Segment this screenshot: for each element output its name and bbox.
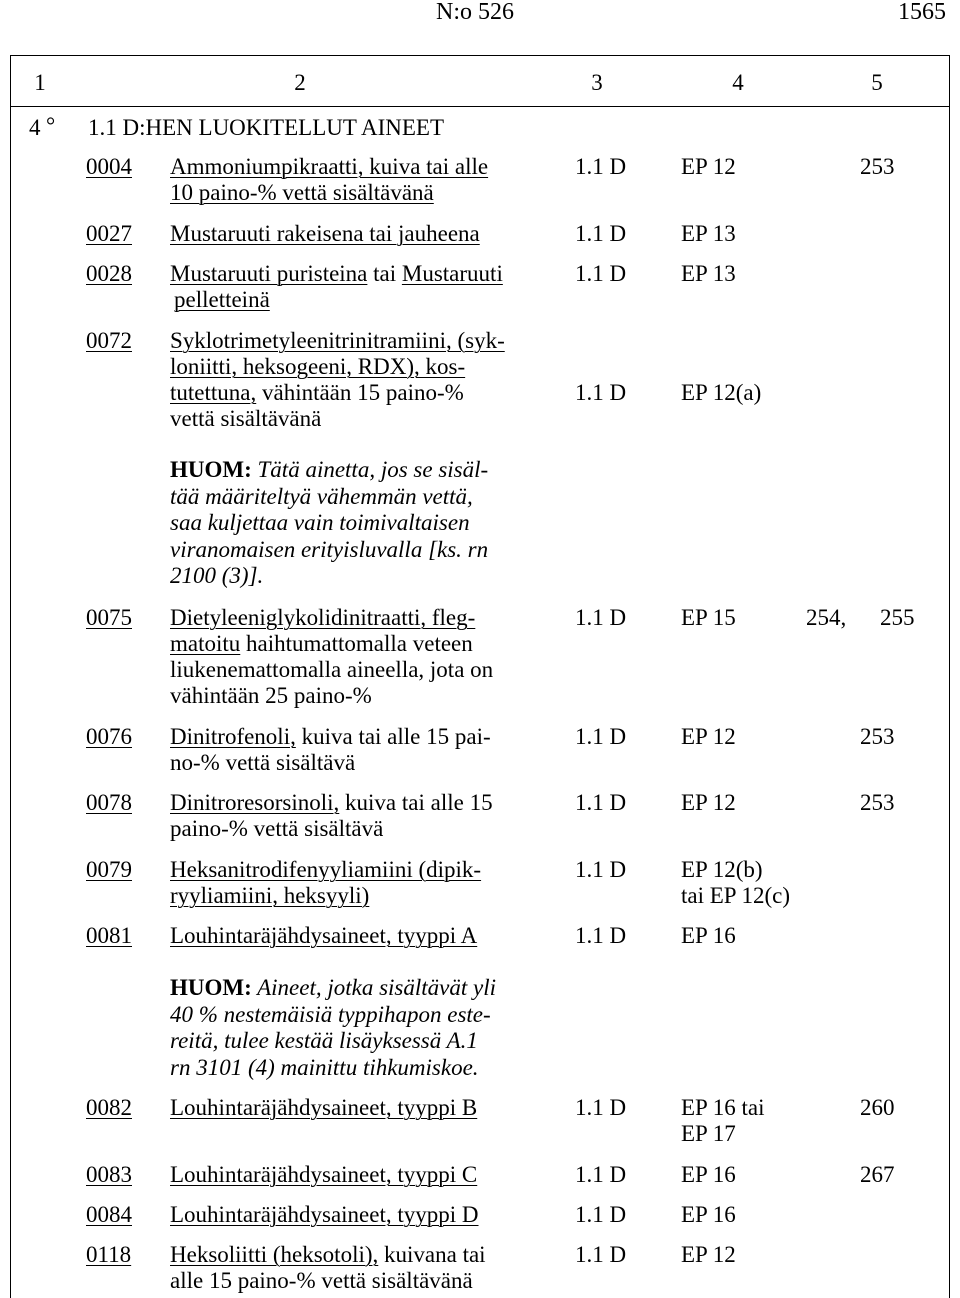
- column-number: 3: [591, 70, 603, 95]
- page-number: 1565: [898, 0, 946, 25]
- substance-name: [170, 923, 477, 949]
- substance-name-line: [170, 406, 505, 432]
- substance-name-line: [170, 261, 503, 287]
- classification-code: 1.1 D: [575, 1162, 627, 1187]
- packing-method-line: EP 12: [681, 1242, 736, 1267]
- substance-name-line: [170, 1095, 477, 1121]
- substance-name-text: no-% vettä sisältävä: [170, 750, 356, 775]
- packing-method-line: EP 16 tai: [681, 1095, 765, 1120]
- entry-0004: [0, 154, 960, 205]
- un-number: 0083: [86, 1162, 132, 1187]
- substance-name-line: [170, 790, 493, 816]
- substance-name: [170, 790, 493, 842]
- packing-method-line: EP 12: [681, 724, 736, 749]
- un-number: 0079: [86, 857, 132, 882]
- substance-name-text: alle 15 paino-% vettä sisältävänä: [170, 1268, 473, 1293]
- substance-name-text: loniitti, heksogeeni, RDX), kos-: [170, 354, 466, 379]
- substance-name-line: [170, 154, 488, 180]
- un-number: 0084: [86, 1202, 132, 1227]
- substance-name-line: [170, 1162, 477, 1188]
- substance-name-text: paino-% vettä sisältävä: [170, 816, 384, 841]
- entry-0081: [0, 923, 960, 949]
- packing-method-line: tai EP 12(c): [681, 883, 791, 908]
- substance-name-line: [170, 380, 505, 406]
- substance-name-text: Mustaruuti puristeina: [170, 261, 368, 286]
- packing-method: [681, 724, 736, 750]
- note-line: [170, 457, 488, 484]
- substance-name-text: Louhintaräjähdysaineet, tyyppi A: [170, 923, 478, 948]
- substance-name: [170, 261, 503, 313]
- substance-name-text: tutettuna,: [170, 380, 257, 405]
- un-number: 0082: [86, 1095, 132, 1120]
- note-line: reitä, tulee kestää lisäyksessä A.1: [170, 1028, 478, 1053]
- entry-0083: [0, 1162, 960, 1188]
- substance-name-line: [170, 883, 481, 909]
- packing-method-line: EP 16: [681, 923, 736, 948]
- substance-name-text: Mustaruuti rakeisena tai jauheena: [170, 221, 480, 246]
- substance-name-text: ryyliamiini, heksyyli): [170, 883, 370, 908]
- classification-code: 1.1 D: [575, 724, 627, 749]
- substance-name: [170, 1095, 477, 1121]
- substance-name-line: [170, 354, 505, 380]
- note-block: [170, 975, 496, 1081]
- substance-name-line: [170, 657, 493, 683]
- column-number: 5: [871, 70, 883, 95]
- substance-name-text: haihtumattomalla veteen: [240, 631, 473, 656]
- un-number: 0076: [86, 724, 132, 749]
- un-number: 0072: [86, 328, 132, 353]
- note-text: Aineet, jotka sisältävät yli: [251, 975, 496, 1000]
- classification-code: 1.1 D: [575, 380, 627, 405]
- substance-name-text: pelletteinä: [174, 287, 270, 312]
- classification-code: 1.1 D: [575, 261, 627, 286]
- note-line: saa kuljettaa vain toimivaltaisen: [170, 510, 470, 535]
- packing-method: [681, 221, 736, 247]
- substance-name-text: Heksoliitti (heksotoli),: [170, 1242, 379, 1267]
- packing-method-line: EP 12(a): [681, 380, 762, 405]
- note-line: rn 3101 (4) mainittu tihkumiskoe.: [170, 1054, 479, 1080]
- note-label: HUOM:: [170, 975, 252, 1000]
- note-line: tää määriteltyä vähemmän vettä,: [170, 483, 473, 509]
- substance-name-text: Louhintaräjähdysaineet, tyyppi D: [170, 1202, 479, 1227]
- note-text: Tätä ainetta, jos se sisäl-: [251, 457, 489, 482]
- substance-name-line: [170, 605, 493, 631]
- substance-name: [170, 154, 488, 206]
- packing-method-line: EP 16: [681, 1202, 736, 1227]
- classification-code: 1.1 D: [575, 1202, 627, 1227]
- classification-code: 1.1 D: [575, 1242, 627, 1267]
- substance-name-text: tai: [367, 261, 402, 286]
- note-block: [170, 457, 488, 590]
- entry-0075: [0, 605, 960, 708]
- packing-method: [681, 154, 736, 180]
- entry-0079: [0, 857, 960, 908]
- note-line: 40 % nestemäisiä typpihapon este-: [170, 1001, 491, 1027]
- un-number: 0004: [86, 154, 132, 179]
- substance-name-line: [170, 1202, 479, 1228]
- substance-name-line: [170, 923, 477, 949]
- substance-name-line: [170, 683, 493, 709]
- entry-0084: [0, 1202, 960, 1228]
- substance-name: [170, 605, 493, 709]
- special-provision: 253: [860, 724, 895, 749]
- packing-method: [681, 1095, 764, 1147]
- substance-name-line: [170, 631, 493, 657]
- classification-code: 1.1 D: [575, 923, 627, 948]
- un-number: 0081: [86, 923, 132, 948]
- special-provision: 254, 255: [806, 605, 915, 630]
- substance-name-text: kuiva tai alle 15: [339, 790, 493, 815]
- substance-name-text: liukenemattomalla aineella, jota on: [170, 657, 494, 682]
- packing-method: [681, 790, 736, 816]
- statute-number: N:o 526: [436, 0, 514, 25]
- packing-method: [681, 605, 736, 631]
- un-number: 0027: [86, 221, 132, 246]
- substance-name-text: Ammoniumpikraatti, kuiva tai alle: [170, 154, 489, 179]
- substance-name-text: Dinitrofenoli,: [170, 724, 296, 749]
- packing-method-line: EP 12(b): [681, 857, 763, 882]
- classification-code: 1.1 D: [575, 221, 627, 246]
- section-number: 4: [29, 115, 41, 140]
- substance-name-line: [170, 328, 505, 354]
- classification-code: 1.1 D: [575, 605, 627, 630]
- entry-0082: [0, 1095, 960, 1146]
- packing-method-line: EP 16: [681, 1162, 736, 1187]
- packing-method-line: EP 15: [681, 605, 736, 630]
- classification-code: 1.1 D: [575, 1095, 627, 1120]
- entry-0028: [0, 261, 960, 312]
- substance-name-line: [170, 221, 480, 247]
- substance-name: [170, 724, 491, 776]
- substance-name-text: kuiva tai alle 15 pai-: [295, 724, 491, 749]
- note-label: HUOM:: [170, 457, 252, 482]
- packing-method: [681, 923, 736, 949]
- substance-name: [170, 1242, 486, 1294]
- note-line: viranomaisen erityisluvalla [ks. rn: [170, 536, 489, 562]
- substance-name: [170, 1202, 479, 1228]
- substance-name-line: [170, 287, 503, 313]
- substance-name: [170, 221, 480, 247]
- packing-method: [681, 1162, 736, 1188]
- substance-name-line: [170, 857, 481, 883]
- special-provision: 267: [860, 1162, 895, 1187]
- packing-method-line: EP 17: [681, 1121, 736, 1146]
- special-provision: 260: [860, 1095, 895, 1120]
- packing-method-line: EP 13: [681, 261, 736, 286]
- header-divider: [10, 106, 950, 107]
- substance-name-text: vettä sisältävänä: [170, 406, 322, 431]
- substance-name: [170, 328, 505, 432]
- packing-method: [681, 1242, 736, 1268]
- substance-name-text: vähintään 15 paino-%: [256, 380, 464, 405]
- entry-0072: [0, 328, 960, 431]
- section-title: 1.1 D:HEN LUOKITELLUT AINEET: [88, 115, 445, 140]
- substance-name-text: Dinitroresorsinoli,: [170, 790, 340, 815]
- classification-code: 1.1 D: [575, 790, 627, 815]
- substance-name-line: [170, 724, 491, 750]
- substance-name-text: Dietyleeniglykolidinitraatti, fleg-: [170, 605, 476, 630]
- un-number: 0075: [86, 605, 132, 630]
- substance-name-text: 10 paino-% vettä sisältävänä: [170, 180, 434, 205]
- classification-code: 1.1 D: [575, 857, 627, 882]
- note-line: [170, 975, 496, 1002]
- section-mark: °: [46, 113, 56, 138]
- substance-name-text: Louhintaräjähdysaineet, tyyppi B: [170, 1095, 478, 1120]
- packing-method: [681, 380, 761, 406]
- packing-method-line: EP 12: [681, 154, 736, 179]
- substance-name-line: [170, 816, 493, 842]
- classification-code: 1.1 D: [575, 154, 627, 179]
- entry-0027: [0, 221, 960, 247]
- special-provision: 253: [860, 790, 895, 815]
- entry-0078: [0, 790, 960, 841]
- substance-name-text: Heksanitrodifenyyliamiini (dipik-: [170, 857, 482, 882]
- entry-0076: [0, 724, 960, 775]
- packing-method-line: EP 13: [681, 221, 736, 246]
- substance-name-text: vähintään 25 paino-%: [170, 683, 372, 708]
- substance-name-text: kuivana tai: [378, 1242, 486, 1267]
- substance-name-line: [170, 1268, 486, 1294]
- packing-method: [681, 1202, 736, 1228]
- special-provision: 253: [860, 154, 895, 179]
- packing-method-line: EP 12: [681, 790, 736, 815]
- column-number: 2: [294, 70, 306, 95]
- substance-name-text: matoitu: [170, 631, 241, 656]
- packing-method: [681, 261, 736, 287]
- un-number: 0028: [86, 261, 132, 286]
- substance-name: [170, 1162, 477, 1188]
- substance-name-line: [170, 750, 491, 776]
- substance-name-line: [170, 180, 488, 206]
- column-number: 4: [732, 70, 744, 95]
- substance-name-line: [170, 1242, 486, 1268]
- substance-name-text: Mustaruuti: [401, 261, 503, 286]
- substance-name: [170, 857, 481, 909]
- packing-method: [681, 857, 790, 909]
- substance-name-text: Syklotrimetyleenitrinitramiini, (syk-: [170, 328, 505, 353]
- entry-0118: [0, 1242, 960, 1293]
- note-line: 2100 (3)].: [170, 563, 264, 588]
- un-number: 0078: [86, 790, 132, 815]
- column-number: 1: [34, 70, 46, 95]
- un-number: 0118: [86, 1242, 132, 1267]
- substance-name-text: Louhintaräjähdysaineet, tyyppi C: [170, 1162, 478, 1187]
